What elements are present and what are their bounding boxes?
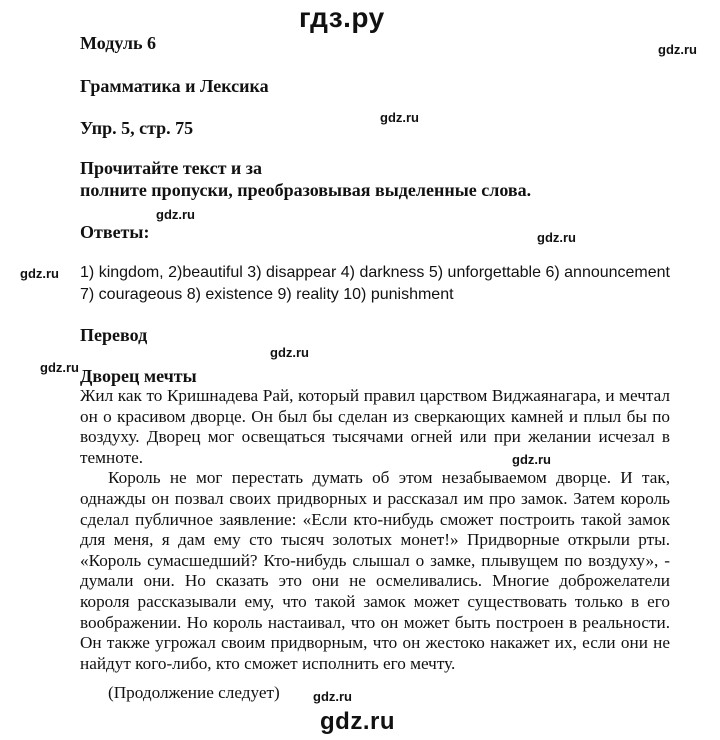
- watermark: gdz.ru: [537, 230, 576, 245]
- watermark: gdz.ru: [20, 266, 59, 281]
- story-paragraph-1: Жил как то Кришнадева Рай, который правил царством Виджаянагара, и мечтал он о красивом дворце. Он был бы сделан из сверкающих камней и плыл бы по воздуху. Дворец мог освещаться тысячами огней или при желании исчезал в темноте.: [80, 386, 670, 467]
- section-heading: Грамматика и Лексика: [80, 76, 269, 96]
- story-paragraph-2: Король не мог перестать думать об этом незабываемом дворце. И так, однажды он позвал своих придворных и рассказал им про замок. Затем король сделал публичное заявление: «Если кто-нибудь сможет построить такой замок для меня, я дам ему сто тысяч золотых монет!» Придворные открыли рты. «Король сумасшедший? Кто-нибудь слышал о замке, плывущем по воздуху», - думали они. Но сказать это они не осмеливались. Многие доброжелатели короля рассказывали ему, что такой замок может существовать только в его воображении. Но король настаивал, что он может быть построен в реальности. Он также угрожал своим придворным, что он жестоко накажет их, если они не найдут кого-либо, кто сможет исполнить его мечту.: [80, 468, 670, 673]
- translation-label: Перевод: [80, 325, 148, 345]
- watermark: gdz.ru: [40, 360, 79, 375]
- task-line-2: полните пропуски, преобразовывая выделенные слова.: [80, 180, 532, 200]
- watermark: gdz.ru: [270, 345, 309, 360]
- story-body: [80, 386, 670, 674]
- answers-label: Ответы:: [80, 222, 150, 242]
- watermark: gdz.ru: [658, 42, 697, 57]
- module-heading: Модуль 6: [80, 33, 157, 53]
- exercise-heading: Упр. 5, стр. 75: [80, 118, 194, 138]
- watermark: gdz.ru: [512, 452, 551, 467]
- watermark: gdz.ru: [313, 689, 352, 704]
- answers-text: 1) kingdom, 2)beautiful 3) disappear 4) darkness 5) unforgettable 6) announcement 7) courageous 8) existence 9) reality 10) punishment: [80, 264, 670, 303]
- continued-note: (Продолжение следует): [108, 683, 280, 702]
- watermark: gdz.ru: [156, 207, 195, 222]
- task-line-1: Прочитайте текст и за: [80, 158, 263, 178]
- site-title: гдз.ру: [299, 2, 385, 33]
- site-footer: gdz.ru: [320, 708, 395, 735]
- watermark: gdz.ru: [380, 110, 419, 125]
- story-title: Дворец мечты: [80, 366, 197, 386]
